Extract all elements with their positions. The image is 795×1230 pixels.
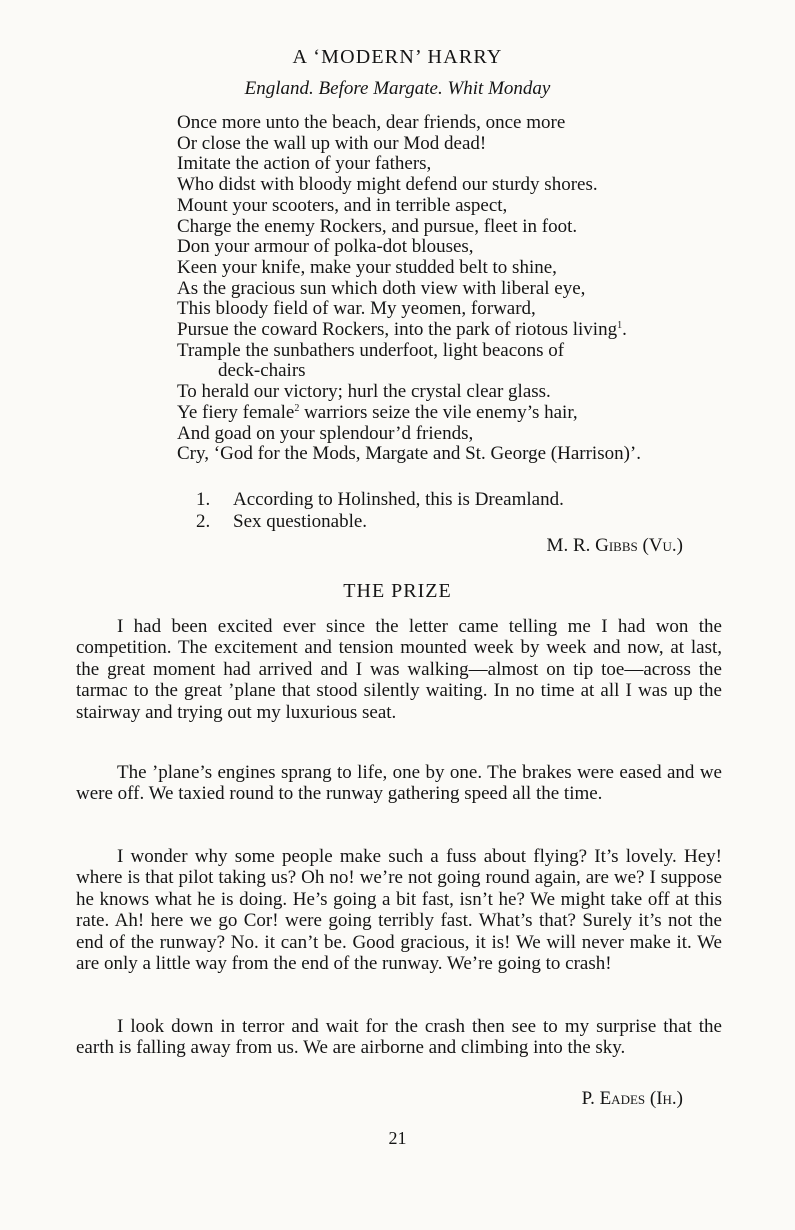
poem-line: Cry, ‘God for the Mods, Margate and St. George (Harrison)’.	[177, 443, 641, 465]
page-number: 21	[388, 1128, 407, 1148]
poem-line: Mount your scooters, and in terrible aspect,	[177, 194, 508, 216]
poem-line: Trample the sunbathers underfoot, light beacons of	[177, 339, 565, 361]
poem-line	[177, 403, 757, 424]
poem-line-text: Pursue the coward Rockers, into the park of riotous living	[177, 319, 618, 341]
poem-line: To herald our victory; hurl the crystal clear glass.	[177, 381, 551, 403]
poem-line: And goad on your splendour’d friends,	[177, 422, 474, 444]
poem-line-continuation: deck-chairs	[218, 360, 306, 382]
poem-line-text: Ye fiery female	[177, 401, 295, 423]
poem-title: A ‘MODERN’ HARRY	[292, 46, 503, 68]
poem-line: Don your armour of polka-dot blouses,	[177, 236, 474, 258]
poem-line: Charge the enemy Rockers, and pursue, fleet in foot.	[177, 215, 578, 237]
footnote-number: 1.	[196, 489, 211, 510]
poem-author: M. R. Gibbs (Vu.)	[546, 535, 683, 556]
footnote	[196, 511, 696, 533]
paragraph-text: I wonder why some people make such a fuss about flying? It’s lovely. Hey! where is that pilot taking us? Oh no! we’re not going round again, are we? I suppose he knows what he is doing. He’s going a bit fast, isn’t he? We might take off at this rate. Ah! here we go Cor! were going terribly fast. What’s that? Surely it’s not the end of the runway? No. it can’t be. Good gracious, it is! We will never make it. We are only a little way from the end of the runway. We’re going to crash!	[76, 846, 722, 975]
footnote-mark-2: 2	[294, 402, 300, 414]
footnote	[196, 489, 696, 511]
paragraph-text: I had been excited ever since the letter came telling me I had won the competition. The excitement and tension mounted week by week and now, at last, the great moment had arrived and I was walking—almost on tip toe—across the tarmac to the great ’plane that stood silently waiting. In no time at all I was up the stairway and trying out my luxurious seat.	[76, 616, 722, 723]
poem-body	[177, 113, 757, 465]
footnote-number: 2.	[196, 511, 211, 532]
poem-line: Pursue the coward Rockers, into the park of riotous living$^1$.	[177, 319, 627, 341]
poem-line: This bloody field of war. My yeomen, forward,	[177, 298, 536, 320]
poem-line: Keen your knife, make your studded belt to shine,	[177, 256, 557, 278]
footnote-text: According to Holinshed, this is Dreamland.	[233, 489, 564, 510]
footnote-text: Sex questionable.	[233, 511, 368, 532]
paragraph-text: The ’plane’s engines sprang to life, one by one. The brakes were eased and we were off. We taxied round to the runway gathering speed all the time.	[76, 762, 722, 805]
story-paragraph	[76, 616, 722, 723]
poem-line-text: warriors seize the vile enemy’s hair,	[304, 401, 578, 423]
story-paragraph	[76, 762, 722, 805]
story-paragraph	[76, 846, 722, 974]
paragraph-text: I look down in terror and wait for the crash then see to my surprise that the earth is falling away from us. We are airborne and climbing into the sky.	[76, 1016, 722, 1059]
footnote-mark-1: 1	[617, 320, 623, 332]
poem-line: As the gracious sun which doth view with liberal eye,	[177, 277, 586, 299]
story-title: THE PRIZE	[343, 580, 452, 602]
poem-line: Who didst with bloody might defend our sturdy shores.	[177, 174, 598, 196]
poem-line: Or close the wall up with our Mod dead!	[177, 132, 487, 154]
story-author: P. Eades (Ih.)	[581, 1088, 683, 1109]
poem-subtitle: England. Before Margate. Whit Monday	[244, 78, 551, 99]
poem-line: Once more unto the beach, dear friends, once more	[177, 112, 566, 133]
story-paragraph	[76, 1016, 722, 1059]
poem-line: Imitate the action of your fathers,	[177, 153, 432, 175]
footnotes	[196, 489, 696, 533]
